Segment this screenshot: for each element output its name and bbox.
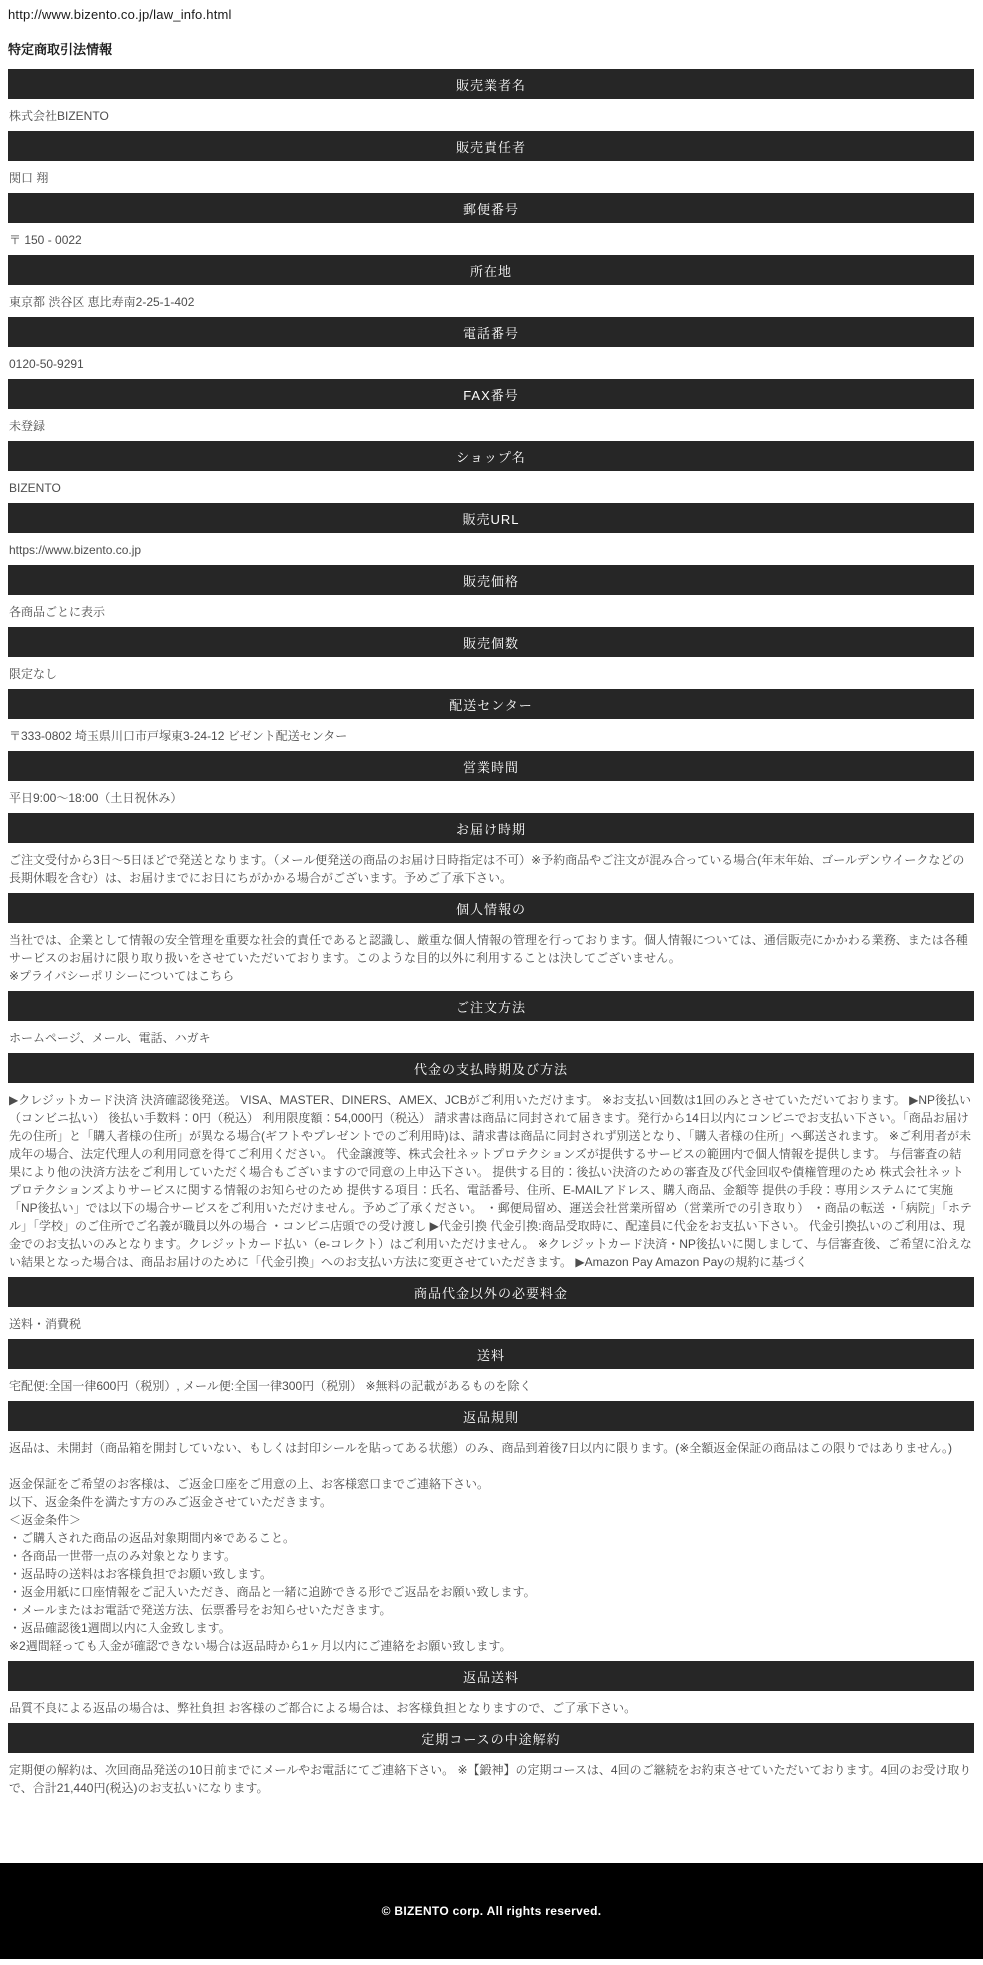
info-section (8, 193, 974, 255)
section-content-line: 各商品ごとに表示 (9, 605, 106, 619)
info-section (8, 565, 974, 627)
section-header-bar (8, 893, 974, 923)
section-content-line: 株式会社BIZENTO (9, 109, 109, 123)
section-header-bar (8, 255, 974, 285)
section-content-line: 定期便の解約は、次回商品発送の10日前までにメールやお電話にてご連絡下さい。 ※【鍛神】の定期コースは、4回のご継続をお約束させていただいております。4回のお受け取りで、合計21,440円(税込)のお支払いになります。 (9, 1763, 972, 1795)
section-header-bar (8, 379, 974, 409)
copyright-text: © BIZENTO corp. All rights reserved. (381, 1904, 602, 1918)
section-content (8, 923, 974, 991)
sections-container (8, 69, 974, 1803)
section-header-label: 販売URL (462, 511, 520, 527)
section-header-label: 郵便番号 (462, 201, 519, 217)
section-content (8, 471, 974, 503)
info-section (8, 991, 974, 1053)
info-section (8, 1401, 974, 1661)
section-content-line: ご注文受付から3日～5日ほどで発送となります。（メール便発送の商品のお届け日時指定は不可）※予約商品やご注文が混み合っている場合(年末年始、ゴールデンウイークなどの長期休暇を含む）は、お届けまでにお日にちがかかる場合がございます。予めご了承下さい。 (9, 853, 965, 885)
section-header-bar (8, 69, 974, 99)
section-content-line: https://www.bizento.co.jp (9, 543, 142, 557)
section-header-bar (8, 565, 974, 595)
section-content-line: 返金保証をご希望のお客様は、ご返金口座をご用意の上、お客様窓口までご連絡下さい。 (9, 1477, 490, 1491)
info-section (8, 1339, 974, 1401)
page-footer (0, 1863, 983, 1959)
section-header-label: 販売責任者 (455, 139, 526, 155)
info-section (8, 503, 974, 565)
section-header-bar (8, 1339, 974, 1369)
section-header-label: 所在地 (469, 263, 512, 279)
section-content-line: 東京都 渋谷区 恵比寿南2-25-1-402 (9, 295, 195, 309)
section-content-line: ▶クレジットカード決済 決済確認後発送。 VISA、MASTER、DINERS、AMEX、JCBがご利用いただけます。 ※お支払い回数は1回のみとさせていただいております。 ▶NP後払い（コンビニ払い） 後払い手数料：0円（税込） 利用限度額：54,000円（税込） 請求書は商品に同封されて届きます。発行から14日以内にコンビニでお支払い下さい。「商品お届け先の住所」と「購入者様の住所」が異なる場合(ギフトやプレゼントでのご利用時)は、請求書は商品に同封されず別送となり、「購入者様の住所」へ郵送されます。 ※ご利用者が未成年の場合、法定代理人の利用同意を得てご利用ください。 代金譲渡等、株式会社ネットプロテクションズが提供するサービスの範囲内で個人情報を提供します。 与信審査の結果により他の決済方法をご利用していただく場合もございますので同意の上申込下さい。 提供する目的：後払い決済のための審査及び代金回収や債権管理のため 株式会社ネットプロテクションズよりサービスに関する情報のお知らせのため 提供する項目：氏名、電話番号、住所、E-MAILアドレス、購入商品、金額等 提供の手段：専用システムにて実施 「NP後払い」では以下の場合サービスをご利用いただけません。予めご了承ください。 ・郵便局留め、運送会社営業所留め（営業所での引き取り） ・商品の転送 ・「病院」「ホテル」「学校」のご住所でご名義が職員以外の場合 ・コンビニ店頭での受け渡し ▶代金引換 代金引換:商品受取時に、配達員に代金をお支払い下さい。 代金引換払いのご利用は、現金でのお支払いのみとなります。クレジットカード払い（e-コレクト）はご利用いただけません。 ※クレジットカード決済・NP後払いに関しまして、与信審査後、ご希望に沿えない結果となった場合は、商品お届けのために「代金引換」へのお支払い方法に変更させていただきます。 ▶Amazon Pay Amazon Payの規約に基づく (9, 1093, 972, 1269)
section-content-line: 0120-50-9291 (9, 357, 84, 371)
section-header-label: 販売業者名 (455, 77, 526, 93)
info-section (8, 751, 974, 813)
section-header-bar (8, 503, 974, 533)
info-section (8, 627, 974, 689)
info-section (8, 813, 974, 893)
section-header-label: 営業時間 (462, 759, 519, 775)
section-content (8, 285, 974, 317)
section-header-label: 返品送料 (462, 1669, 519, 1685)
info-section (8, 689, 974, 751)
section-content-line: 〒333-0802 埼玉県川口市戸塚東3-24-12 ビゼント配送センター (9, 729, 348, 743)
section-header-label: 販売価格 (462, 573, 519, 589)
section-content-line: 送料・消費税 (9, 1317, 82, 1331)
info-section (8, 1661, 974, 1723)
section-content-line: 当社では、企業として情報の安全管理を重要な社会的責任であると認識し、厳重な個人情報の管理を行っております。個人情報については、通信販売にかかわる業務、または各種サービスのお届けに限り取り扱いをさせていただいております。このような目的以外に利用することは決してございません。 (9, 933, 968, 965)
section-content-line: 返品は、未開封（商品箱を開封していない、もしくは封印シールを貼ってある状態）のみ、商品到着後7日以内に限ります。(※全額返金保証の商品はこの限りではありません。) (9, 1441, 952, 1455)
info-section (8, 131, 974, 193)
info-section (8, 69, 974, 131)
page-title: 特定商取引法情報 (8, 42, 113, 57)
section-content (8, 843, 974, 893)
section-header-label: ショップ名 (456, 449, 526, 465)
section-content-line: 平日9:00～18:00（土日祝休み） (9, 791, 183, 805)
info-section (8, 441, 974, 503)
section-content (8, 99, 974, 131)
section-content-line: 宅配便:全国一律600円（税別）, メール便:全国一律300円（税別） ※無料の記載があるものを除く (9, 1379, 532, 1393)
section-header-bar (8, 1053, 974, 1083)
section-header-label: お届け時期 (455, 821, 526, 837)
section-content-line: ・返金用紙に口座情報をご記入いただき、商品と一緒に追跡できる形でご返品をお願い致します。 (9, 1585, 536, 1599)
info-section (8, 1053, 974, 1277)
section-content-line: ※2週間経っても入金が確認できない場合は返品時から1ヶ月以内にご連絡をお願い致します。 (9, 1639, 512, 1653)
section-content (8, 1369, 974, 1401)
section-content (8, 409, 974, 441)
section-content (8, 1083, 974, 1277)
section-content-line: ホームページ、メール、電話、ハガキ (9, 1031, 211, 1045)
section-content (8, 657, 974, 689)
section-content (8, 1753, 974, 1803)
section-content-line: 限定なし (9, 667, 58, 681)
section-content-line: ＜返金条件＞ (9, 1513, 82, 1527)
info-section (8, 255, 974, 317)
section-content (8, 1691, 974, 1723)
section-content (8, 1431, 974, 1661)
section-header-label: 販売個数 (462, 635, 519, 651)
section-content (8, 533, 974, 565)
section-header-bar (8, 317, 974, 347)
section-header-label: 電話番号 (462, 325, 519, 341)
section-header-label: 代金の支払時期及び方法 (413, 1061, 568, 1077)
section-header-label: 商品代金以外の必要料金 (413, 1285, 568, 1301)
section-content-line: ・返品時の送料はお客様負担でお願い致します。 (9, 1567, 273, 1581)
section-header-bar (8, 131, 974, 161)
info-section (8, 379, 974, 441)
section-header-label: 送料 (476, 1347, 505, 1363)
section-header-bar (8, 991, 974, 1021)
section-content (8, 347, 974, 379)
info-section (8, 1723, 974, 1803)
section-content (8, 781, 974, 813)
section-header-bar (8, 627, 974, 657)
section-header-label: FAX番号 (463, 387, 519, 403)
section-header-label: 配送センター (449, 697, 533, 713)
section-header-bar (8, 689, 974, 719)
section-content-line: ・各商品一世帯一点のみ対象となります。 (9, 1549, 237, 1563)
section-content-line: ※プライバシーポリシーについてはこちら (9, 969, 235, 983)
section-header-label: 個人情報の (455, 901, 526, 917)
section-content-line: BIZENTO (9, 481, 61, 495)
section-content-line: 以下、返金条件を満たす方のみご返金させていただきます。 (9, 1495, 333, 1509)
section-content-line (9, 1457, 973, 1475)
section-content-line: 未登録 (9, 419, 46, 433)
info-section (8, 317, 974, 379)
section-content-line: 品質不良による返品の場合は、弊社負担 お客様のご都合による場合は、お客様負担となりますので、ご了承下さい。 (9, 1701, 637, 1715)
section-header-bar (8, 193, 974, 223)
info-section (8, 893, 974, 991)
section-header-bar (8, 1723, 974, 1753)
section-content (8, 161, 974, 193)
section-header-bar (8, 1401, 974, 1431)
section-content-line: ・ご購入された商品の返品対象期間内※であること。 (9, 1531, 296, 1545)
info-section (8, 1277, 974, 1339)
section-header-label: ご注文方法 (455, 999, 526, 1015)
source-url-text: http://www.bizento.co.jp/law_info.html (8, 7, 232, 22)
section-header-bar (8, 813, 974, 843)
section-content (8, 595, 974, 627)
section-header-bar (8, 441, 974, 471)
section-header-bar (8, 751, 974, 781)
section-header-label: 定期コースの中途解約 (421, 1731, 561, 1747)
section-header-bar (8, 1661, 974, 1691)
section-content (8, 223, 974, 255)
section-header-bar (8, 1277, 974, 1307)
section-content-line: 関口 翔 (9, 171, 49, 185)
section-content-line: ・返品確認後1週間以内に入金致します。 (9, 1621, 231, 1635)
section-content (8, 1307, 974, 1339)
section-content (8, 719, 974, 751)
section-header-label: 返品規則 (462, 1409, 519, 1425)
section-content-line: ・メールまたはお電話で発送方法、伝票番号をお知らせいただきます。 (9, 1603, 392, 1617)
section-content (8, 1021, 974, 1053)
section-content-line: 〒 150 - 0022 (9, 233, 82, 247)
